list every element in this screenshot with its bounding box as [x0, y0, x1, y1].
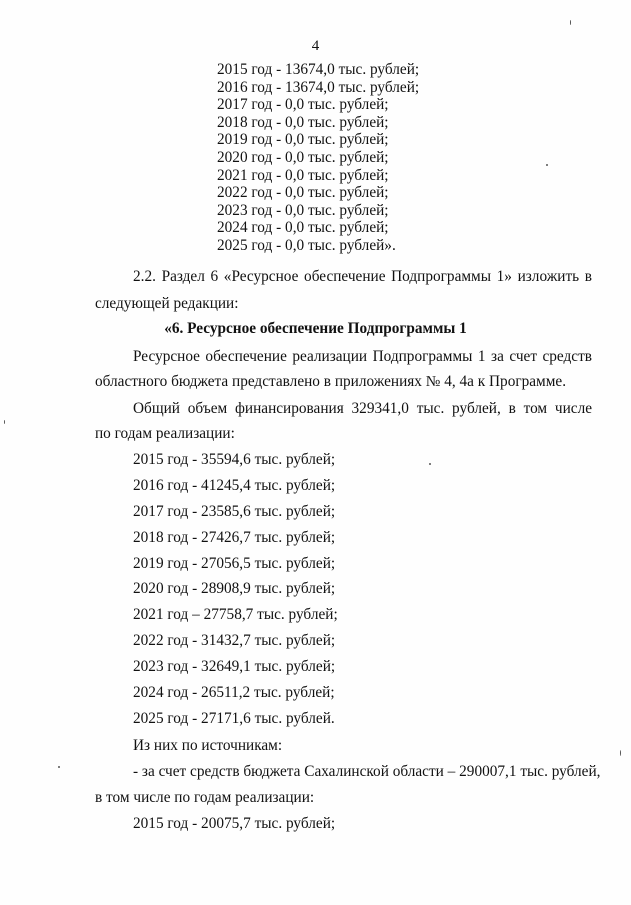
year-item: 2018 год - 27426,7 тыс. рублей;: [133, 528, 336, 546]
year-item: 2025 год - 27171,6 тыс. рублей.: [133, 709, 335, 727]
section-2-2-line2: следующей редакции:: [95, 295, 239, 312]
top-year-list: [217, 61, 419, 255]
para2-line1: Общий объем финансирования 329341,0 тыс. рублей, в том числе: [133, 400, 592, 417]
para1-line2: областного бюджета представлено в приложениях № 4, 4а к Программе.: [95, 373, 567, 390]
year-item: 2021 год – 27758,7 тыс. рублей;: [133, 606, 338, 624]
top-year-item: 2020 год - 0,0 тыс. рублей;: [217, 148, 389, 166]
top-year-item: 2017 год - 0,0 тыс. рублей;: [217, 96, 389, 114]
year-item: 2015 год - 35594,6 тыс. рублей;: [133, 451, 336, 468]
top-year-item: 2015 год - 13674,0 тыс. рублей;: [217, 61, 420, 78]
top-year-item: 2018 год - 0,0 тыс. рублей;: [217, 113, 389, 131]
top-year-item: 2025 год - 0,0 тыс. рублей».: [217, 236, 396, 254]
top-year-item: 2021 год - 0,0 тыс. рублей;: [217, 166, 389, 184]
scan-speck: [58, 766, 60, 768]
year-item: 2016 год - 41245,4 тыс. рублей;: [133, 476, 336, 494]
top-year-item: 2019 год - 0,0 тыс. рублей;: [217, 131, 389, 149]
para2-line2: по годам реализации:: [95, 425, 235, 442]
section-heading: «6. Ресурсное обеспечение Подпрограммы 1: [164, 320, 467, 337]
source1-line1: - за счет средств бюджета Сахалинской области – 290007,1 тыс. рублей,: [133, 763, 601, 780]
year-list: [133, 451, 338, 736]
para1-line1: Ресурсное обеспечение реализации Подпрограммы 1 за счет средств: [133, 348, 592, 365]
year-item: 2023 год - 32649,1 тыс. рублей;: [133, 658, 336, 676]
scan-speck: [620, 750, 621, 756]
scan-speck: [4, 420, 5, 424]
scan-speck: [429, 463, 431, 465]
top-year-item: 2023 год - 0,0 тыс. рублей;: [217, 201, 389, 219]
top-year-item: 2022 год - 0,0 тыс. рублей;: [217, 184, 389, 202]
year-item: 2017 год - 23585,6 тыс. рублей;: [133, 502, 336, 520]
year-item: 2020 год - 28908,9 тыс. рублей;: [133, 580, 336, 598]
source1-line2: в том числе по годам реализации:: [95, 789, 315, 806]
page-number: 4: [311, 38, 320, 54]
top-year-item: 2016 год - 13674,0 тыс. рублей;: [217, 78, 420, 96]
scan-speck: [570, 20, 571, 25]
top-year-item: 2024 год - 0,0 тыс. рублей;: [217, 219, 389, 237]
year-item: 2022 год - 31432,7 тыс. рублей;: [133, 632, 336, 650]
sources-intro: Из них по источникам:: [133, 737, 283, 754]
last-year-item: 2015 год - 20075,7 тыс. рублей;: [133, 815, 336, 832]
year-item: 2024 год - 26511,2 тыс. рублей;: [133, 684, 335, 702]
scan-speck: [546, 164, 548, 166]
year-item: 2019 год - 27056,5 тыс. рублей;: [133, 554, 336, 572]
section-2-2-line1: 2.2. Раздел 6 «Ресурсное обеспечение Подпрограммы 1» изложить в: [133, 268, 592, 285]
